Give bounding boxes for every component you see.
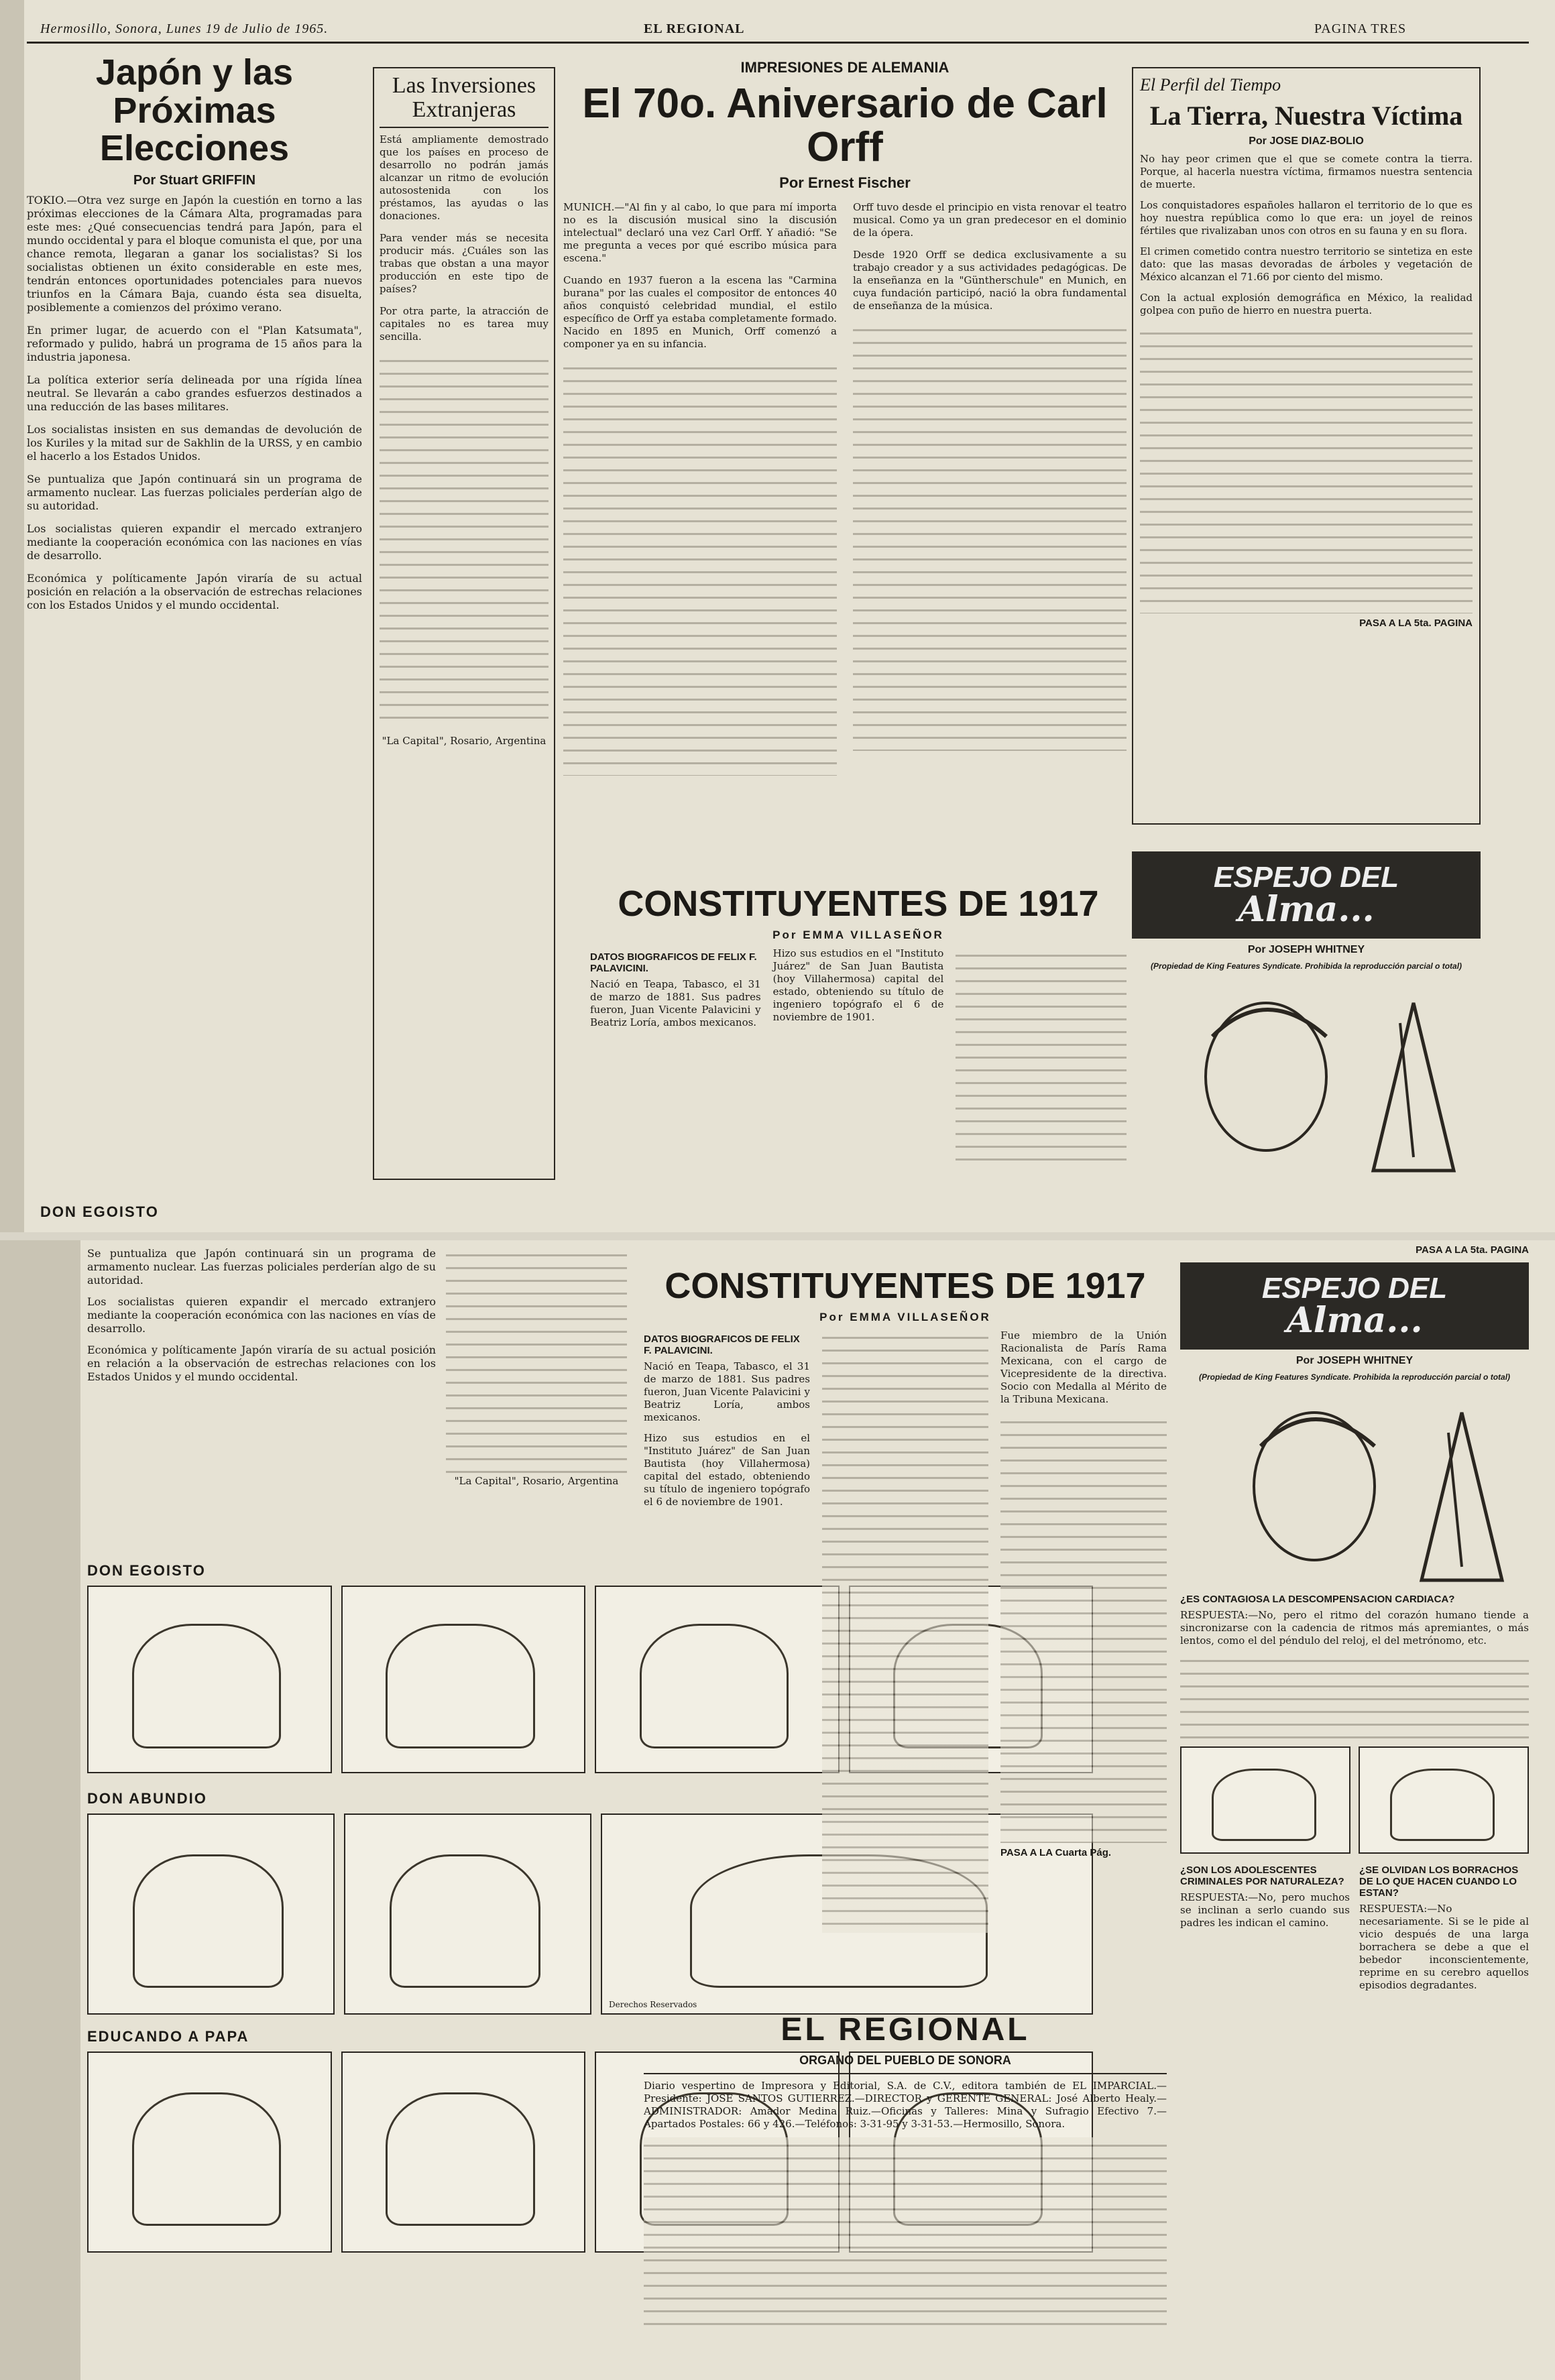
masthead-subtitle: ORGANO DEL PUEBLO DE SONORA: [799, 2054, 1011, 2067]
perfil-title: La Tierra, Nuestra Víctima: [1149, 101, 1463, 131]
japon-para-6: Los socialistas quieren expandir el mercado extranjero mediante la cooperación económica con las naciones en vías de desarrollo.: [27, 522, 362, 562]
perfil-body-text: [1140, 325, 1473, 613]
japon-para-1: TOKIO.—Otra vez surge en Japón la cuestión en torno a las próximas elecciones de la Cámara Alta, programadas para este mes: ¿Qué consecuencias tendrá para Japón, para el mundo occidental y para el bloque comunista el que, por una chance remota, llegaran a ganar los socialistas? Si los socialistas obtienen un éxito considerable en este mes, tendrán entonces oportunidades potenciales para nuevos triunfos en la Cámara Baja, cuando ésta sea disuelta, posiblemente a comienzos del próximo verano.: [27, 194, 362, 314]
perfil-para-4: Con la actual explosión demográfica en México, la realidad golpea con puño de hierro en nuestra puerta.: [1140, 292, 1473, 316]
constituyentes-para-1b: Nació en Teapa, Tabasco, el 31 de marzo de 1881. Sus padres fueron, Juan Vicente Palavicini y Beatriz Loría, ambos mexicanos.: [644, 1360, 810, 1423]
japon-cont-para-7: Económica y políticamente Japón viraría de su actual posición en relación a la observación de estrechas relaciones con los Estados Unidos y el mundo occidental.: [87, 1344, 436, 1383]
perfil-byline: Por JOSE DIAZ-BOLIO: [1249, 135, 1364, 147]
espejo-byline-2: Por JOSEPH WHITNEY: [1295, 1355, 1414, 1366]
constituyentes-title: CONSTITUYENTES DE 1917: [618, 885, 1099, 924]
comic-title-egoisto: DON EGOISTO: [87, 1562, 206, 1579]
comic-panel: [344, 1813, 591, 2015]
orff-byline: Por Ernest Fischer: [779, 174, 911, 192]
espejo-credit-2: (Propiedad de King Features Syndicate. Prohibida la reproducción parcial o total): [1198, 1372, 1511, 1382]
espejo-credit: (Propiedad de King Features Syndicate. Prohibida la reproducción parcial o total): [1150, 961, 1462, 971]
inversiones-body-text: [380, 353, 549, 728]
header-rule: [27, 42, 1529, 44]
perfil-para-2: Los conquistadores españoles hallaron el territorio de lo que es hoy nuestra república como lo que era: un joyel de reinos fértiles que rivalizaban unos con otros en su fauna y en su flora.: [1140, 199, 1473, 237]
page-gutter-left: [0, 1240, 80, 2380]
paper-name-header: EL REGIONAL: [644, 21, 745, 36]
article-japon: [27, 54, 362, 1193]
constituyentes-subhead: DATOS BIOGRAFICOS DE FELIX F. PALAVICINI.: [590, 951, 757, 974]
masthead-text: Diario vespertino de Impresora y Editorial, S.A. de C.V., editora también de EL IMPARCIAL.—Presidente: JOSE SANTOS GUTIERREZ.—DIRECTOR y GERENTE GENERAL: José Alberto Healy.—ADMINISTRADOR: Amador Medina Ruiz.—Oficinas y Talleres: Mina y Sufragio Efectivo 7.—Apartados Postales: 66 y 426.—Teléfonos: 3-31-95 y 3-31-53.—Hermosillo, Sonora.: [644, 2080, 1167, 2130]
inversiones-para-1: Está ampliamente demostrado que los países en proceso de desarrollo no podrán jamás alcanzar un ritmo de evolución autosostenida con los préstamos, las ayudas o las donaciones.: [380, 133, 549, 223]
page-label: PAGINA TRES: [1314, 21, 1407, 36]
perfil-kicker: El Perfil del Tiempo: [1140, 75, 1281, 95]
inversiones-para-2: Para vender más se necesita producir más. ¿Cuáles son las trabas que obstan a una mayor producción en este tipo de países?: [380, 232, 549, 296]
japon-title: Japón y las Próximas Elecciones: [95, 54, 294, 169]
perfil-para-1: No hay peor crimen que el que se comete contra la tierra. Porque, al hacerla nuestra víctima, firmamos nuestra sentencia de muerte.: [1140, 153, 1473, 190]
espejo-answer-3: RESPUESTA:—No necesariamente. Si se le pide al vicio después de una larga borrachera se debe a que el bebedor inconscientemente, reprime en su cerebro aquellos episodios degradantes.: [1359, 1903, 1529, 1991]
comic-rights: Derechos Reservados: [609, 2000, 697, 2009]
perfil-para-3: El crimen cometido contra nuestro territorio se sintetiza en este dato: que las masas devoradas de árboles y vegetación de México alcanzan el 71.66 por ciento del mismo.: [1140, 245, 1473, 283]
espejo-illustration: [1132, 976, 1481, 1184]
article-perfil: [1132, 67, 1481, 825]
comic-panel: [87, 2051, 332, 2253]
constituyentes-body-text-2: [822, 1329, 988, 1933]
perfil-continued: PASA A LA 5ta. PAGINA: [1359, 617, 1473, 629]
espejo-title-line1-2: ESPEJO DEL: [1261, 1272, 1448, 1305]
constituyentes-subhead-2: DATOS BIOGRAFICOS DE FELIX F. PALAVICINI.: [644, 1333, 800, 1356]
article-inversiones: [373, 67, 555, 1180]
japon-para-2: En primer lugar, de acuerdo con el "Plan Katsumata", reformado y pulido, habrá un programa de 15 años para la industria japonesa.: [27, 324, 362, 364]
espejo-question-2: ¿SON LOS ADOLESCENTES CRIMINALES POR NATURALEZA?: [1180, 1864, 1344, 1887]
constituyentes-para-2: Hizo sus estudios en el "Instituto Juárez" de San Juan Bautista (hoy Villahermosa) capital del estado, obteniendo su título de ingeniero topógrafo el 6 de noviembre de 1901.: [772, 947, 944, 1023]
japon-para-5: Se puntualiza que Japón continuará sin un programa de armamento nuclear. Las fuerzas policiales perderían algo de su autoridad.: [27, 473, 362, 513]
constituyentes-para-3: Fue miembro de la Unión Racionalista de París Rama Mexicana, con el cargo de Vicepresidente de la directiva. Socio con Medalla al Mérito de la Tribuna Mexicana.: [1000, 1329, 1167, 1405]
japon-continued: [87, 1247, 436, 1555]
illustration-panel: [1180, 1746, 1350, 1854]
article-orff: [563, 54, 1127, 878]
espejo-banner-2: [1180, 1262, 1529, 1350]
orff-para-4: Desde 1920 Orff se dedica exclusivamente a su trabajo creador y a sus actividades pedagógicas. De la enseñanza en la "Güntherschule" en Munich, en cuya fundación participó, nació la obra fundamental de enseñanza de la música.: [853, 249, 1127, 312]
constituyentes-para-2b: Hizo sus estudios en el "Instituto Juárez" de San Juan Bautista (hoy Villahermosa) capital del estado, obteniendo su título de ingeniero topógrafo el 6 de noviembre de 1901.: [644, 1431, 810, 1508]
constituyentes-continued: PASA A LA Cuarta Pág.: [1000, 1846, 1112, 1858]
constituyentes-body-text: [956, 947, 1127, 1169]
date-line: Hermosillo, Sonora, Lunes 19 de Julio de 1965.: [40, 21, 329, 36]
espejo-title-line1: ESPEJO DEL: [1213, 861, 1399, 894]
espejo-section-bottom: [1180, 1240, 1529, 2373]
japon-cont-para-5: Se puntualiza que Japón continuará sin un programa de armamento nuclear. Las fuerzas policiales perderían algo de su autoridad.: [87, 1247, 436, 1287]
newspaper-page-bottom: [0, 1240, 1555, 2380]
inversiones-source: "La Capital", Rosario, Argentina: [382, 735, 546, 748]
comic-panel: [341, 2051, 586, 2253]
article-constituyentes-top: [590, 885, 1127, 1193]
constituyentes-byline: Por EMMA VILLASEÑOR: [772, 928, 944, 941]
orff-para-3: Orff tuvo desde el principio en vista renovar el teatro musical. Como ya un gran predecesor en el dominio de la ópera.: [853, 201, 1127, 239]
comic-panel: [87, 1586, 332, 1773]
japon-para-3: La política exterior sería delineada por una rígida línea neutral. Se llevarán a cabo grandes esfuerzos destinados a una reducción de las bases militares.: [27, 373, 362, 414]
comic-title-abundio: DON ABUNDIO: [87, 1790, 207, 1807]
espejo-small-illustrations: [1180, 1746, 1529, 1854]
espejo-banner: [1132, 851, 1481, 939]
japon-para-7: Económica y políticamente Japón viraría de su actual posición en relación a la observación de estrechas relaciones con los Estados Unidos y el mundo occidental.: [27, 572, 362, 612]
espejo-question-3: ¿SE OLVIDAN LOS BORRACHOS DE LO QUE HACEN CUANDO LO ESTAN?: [1359, 1864, 1519, 1899]
orff-title: El 70o. Aniversario de Carl Orff: [582, 80, 1108, 171]
japon-para-4: Los socialistas insisten en sus demandas de devolución de los Kuriles y la mitad sur de Sakhlin de la URSS, y en cambio el hacerlo a los Estados Unidos.: [27, 423, 362, 463]
constituyentes-para-1: Nació en Teapa, Tabasco, el 31 de marzo de 1881. Sus padres fueron, Juan Vicente Palavicini y Beatriz Loría, ambos mexicanos.: [590, 977, 761, 1028]
espejo-question-1: ¿ES CONTAGIOSA LA DESCOMPENSACION CARDIACA?: [1180, 1594, 1455, 1605]
woman-metronome-illustration-2: [1180, 1386, 1529, 1587]
constituyentes-title-2: CONSTITUYENTES DE 1917: [665, 1267, 1146, 1306]
constituyentes-byline-2: Por EMMA VILLASEÑOR: [819, 1310, 991, 1323]
page-gutter-left: [0, 0, 24, 1232]
inversiones-para-3: Por otra parte, la atracción de capitales no es tarea muy sencilla.: [380, 305, 549, 343]
inversiones-continued: [446, 1247, 627, 1515]
illustration-panel: [1359, 1746, 1529, 1854]
japon-byline: Por Stuart GRIFFIN: [133, 173, 256, 188]
article-constituyentes-bottom: [644, 1267, 1167, 2005]
masthead: [644, 2011, 1167, 2367]
masthead-name: EL REGIONAL: [781, 2012, 1030, 2047]
comic-panel: [341, 1586, 586, 1773]
espejo-title-line2: Alma...: [1238, 889, 1375, 930]
orff-para-2: Cuando en 1937 fueron a la escena las "Carmina burana" por las cuales el compositor de entonces 40 años conquistó celebridad mundial, el estilo específico de Orff ya estaba completamente formado. Nacido en 1895 en Munich, Orff comenzó a componer ya en su infancia.: [563, 274, 837, 351]
comic-strip-title-top: DON EGOISTO: [40, 1203, 159, 1220]
orff-body-text-2: [853, 322, 1127, 751]
comic-title-papa: EDUCANDO A PAPA: [87, 2028, 249, 2045]
espejo-section-top: [1132, 851, 1481, 1213]
comic-panel: [87, 1813, 335, 2015]
espejo-answer-1: RESPUESTA:—No, pero el ritmo del corazón humano tiende a sincronizarse con la cadencia de ritmos más apremiantes, o más lentos, como el del péndulo del reloj, el del metrónomo, etc.: [1180, 1609, 1529, 1647]
inversiones-cont-source: "La Capital", Rosario, Argentina: [454, 1475, 619, 1487]
orff-body-text: [563, 360, 837, 776]
orff-kicker: IMPRESIONES DE ALEMANIA: [740, 59, 949, 76]
espejo-title-line2-2: Alma...: [1286, 1300, 1423, 1341]
japon-cont-para-6: Los socialistas quieren expandir el mercado extranjero mediante la cooperación económica con las naciones en vías de desarrollo.: [87, 1295, 436, 1335]
inversiones-title: Las Inversiones Extranjeras: [392, 73, 536, 122]
espejo-byline: Por JOSEPH WHITNEY: [1247, 944, 1365, 955]
perfil-continued-2: PASA A LA 5ta. PAGINA: [1416, 1244, 1529, 1256]
espejo-answer-2: RESPUESTA:—No, pero muchos se inclinan a serlo cuando sus padres les indican el camino.: [1180, 1891, 1350, 1929]
woman-metronome-illustration: [1132, 976, 1481, 1184]
orff-para-1: MUNICH.—"Al fin y al cabo, lo que para mí importa no es la discusión musical sino la discusión intelectual" declaró una vez Carl Orff. Y añadió: "Se me pregunta a veces por qué escribo música para escena.": [563, 201, 837, 265]
